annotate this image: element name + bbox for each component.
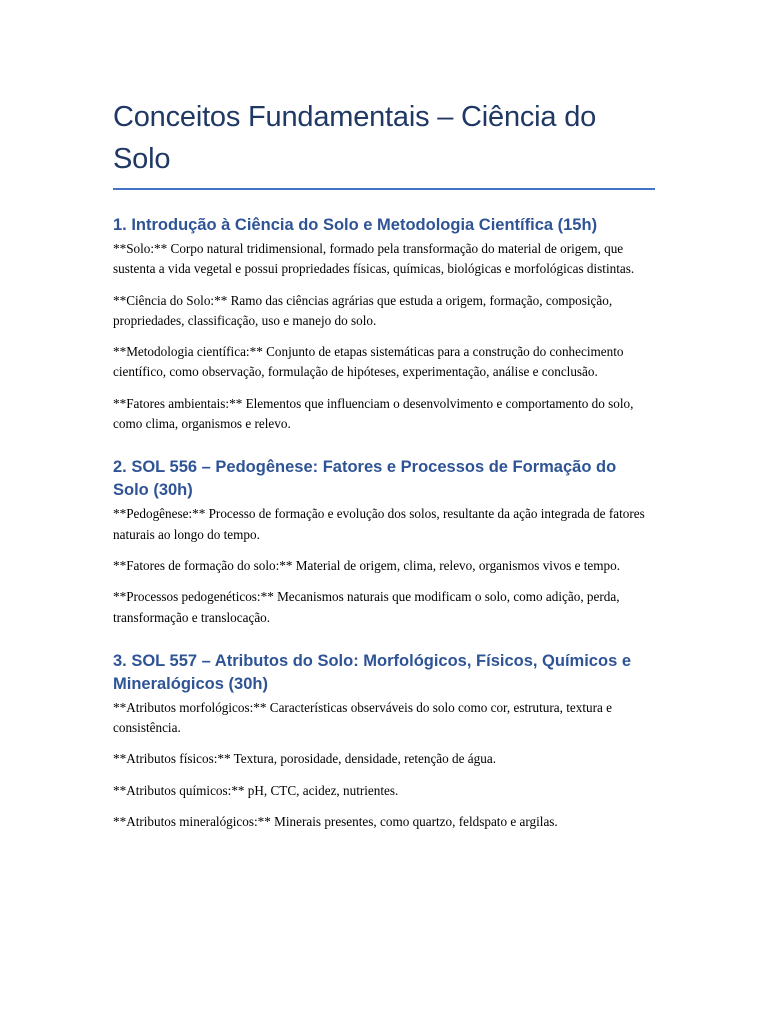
paragraph-atributos-fisicos: **Atributos físicos:** Textura, porosidade, densidade, retenção de água. bbox=[113, 751, 496, 767]
paragraph-pedogenese: **Pedogênese:** Processo de formação e evolução dos solos, resultante da ação integrada de fatores naturais ao longo do tempo. bbox=[113, 506, 645, 542]
section-atributos bbox=[113, 650, 655, 832]
paragraph-fatores-ambientais: **Fatores ambientais:** Elementos que influenciam o desenvolvimento e comportamento do solo, como clima, organismos e relevo. bbox=[113, 395, 634, 432]
section-pedogenese bbox=[113, 456, 655, 627]
paragraph-solo: **Solo:** Corpo natural tridimensional, formado pela transformação do material de origem, que sustenta a vida vegetal e possui propriedades físicas, químicas, biológicas e morfológicas distintas. bbox=[113, 241, 635, 277]
section-heading: 2. SOL 556 – Pedogênese: Fatores e Processos de Formação do Solo (30h) bbox=[113, 458, 617, 500]
document-page bbox=[113, 96, 655, 854]
paragraph-metodologia: **Metodologia científica:** Conjunto de etapas sistemáticas para a construção do conhecimento científico, como observação, formulação de hipóteses, experimentação, análise e conclusão. bbox=[113, 344, 624, 380]
paragraph-fatores-formacao: **Fatores de formação do solo:** Material de origem, clima, relevo, organismos vivos e tempo. bbox=[113, 557, 620, 573]
document-title: Conceitos Fundamentais – Ciência do Solo bbox=[113, 101, 597, 175]
paragraph-processos-pedogeneticos: **Processos pedogenéticos:** Mecanismos naturais que modificam o solo, como adição, perda, transformação e translocação. bbox=[113, 589, 620, 625]
section-heading: 3. SOL 557 – Atributos do Solo: Morfológicos, Físicos, Químicos e Mineralógicos (30h) bbox=[113, 651, 632, 693]
paragraph-atributos-mineralogicos: **Atributos mineralógicos:** Minerais presentes, como quartzo, feldspato e argilas. bbox=[113, 814, 558, 830]
paragraph-ciencia-do-solo: **Ciência do Solo:** Ramo das ciências agrárias que estuda a origem, formação, composição, propriedades, classificação, uso e manejo do solo. bbox=[113, 292, 613, 328]
section-heading: 1. Introdução à Ciência do Solo e Metodologia Científica (15h) bbox=[113, 216, 598, 234]
section-introducao bbox=[113, 214, 655, 434]
paragraph-atributos-morfologicos: **Atributos morfológicos:** Características observáveis do solo como cor, estrutura, textura e consistência. bbox=[113, 699, 612, 736]
title-divider bbox=[113, 188, 655, 190]
paragraph-atributos-quimicos: **Atributos químicos:** pH, CTC, acidez, nutrientes. bbox=[113, 782, 399, 798]
